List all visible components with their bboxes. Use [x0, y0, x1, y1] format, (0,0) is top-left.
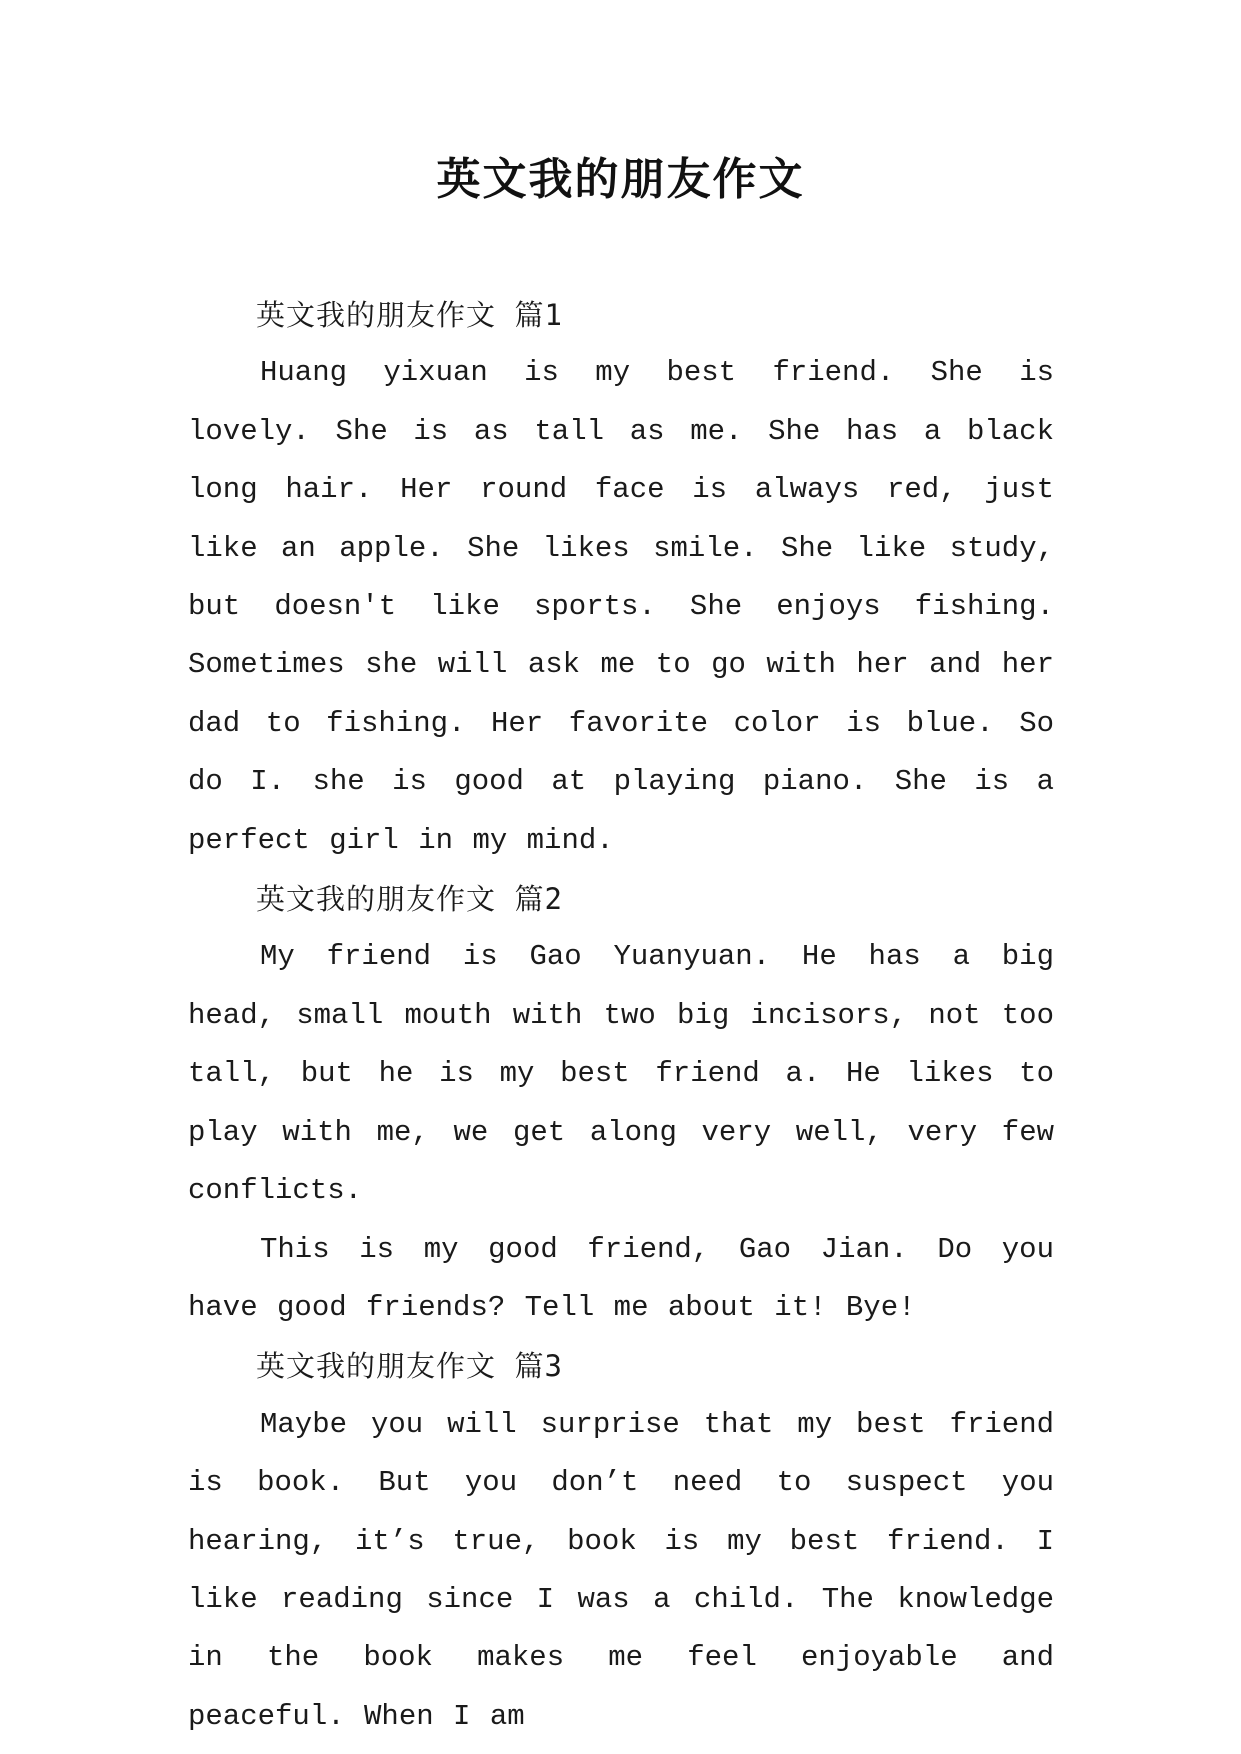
document-title: 英文我的朋友作文	[436, 154, 805, 205]
section-1-paragraph-1: Huang yixuan is my best friend. She is lovely. She is as tall as me. She has a black long hair. Her round face is always red, just like an apple. She likes smile. She like study, but doesn't like sports. She enjoys fishing. Sometimes she will ask me to go with her and her dad to fishing. Her favorite color is blue. So do I. she is good at playing piano. She is a perfect girl in my mind.	[188, 356, 1054, 857]
section-2-paragraph-2: This is my good friend, Gao Jian. Do you have good friends? Tell me about it! Bye!	[188, 1232, 1054, 1324]
section-2-paragraph-1: My friend is Gao Yuanyuan. He has a big head, small mouth with two big incisors, not too tall, but he is my best friend a. He likes to play with me, we get along very well, very few conflicts.	[188, 940, 1054, 1208]
document-body	[188, 286, 1054, 1746]
section-heading-1: 英文我的朋友作文 篇1	[256, 298, 563, 332]
section-3-paragraph-1: Maybe you will surprise that my best friend is book. But you don’t need to suspect you hearing, it’s true, book is my best friend. I like reading since I was a child. The knowledge in the book makes me feel enjoyable and peaceful. When I am	[188, 1407, 1054, 1733]
section-heading-3: 英文我的朋友作文 篇3	[256, 1349, 563, 1384]
section-heading-2: 英文我的朋友作文 篇2	[256, 882, 563, 917]
